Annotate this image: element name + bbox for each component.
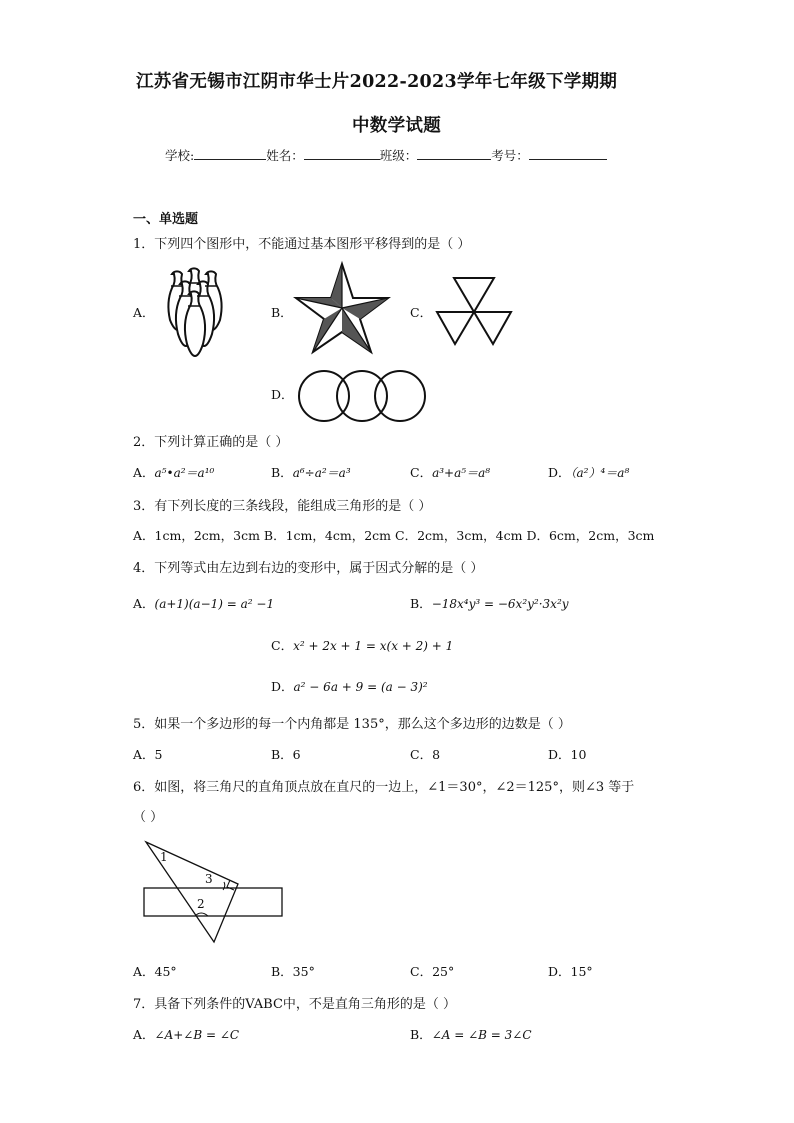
name-label: 姓名： (266, 148, 304, 163)
q7-option-b[interactable] (410, 1025, 532, 1043)
name-field[interactable] (304, 147, 380, 160)
q6-option-b[interactable]: B．35° (271, 964, 315, 979)
q1-option-d-label[interactable]: D． (271, 387, 294, 402)
q2-d-expr: （a²）⁴＝a⁸ (570, 466, 630, 480)
triangles-icon (435, 276, 513, 346)
q7-a-expr: ∠A+∠B = ∠C (154, 1028, 240, 1042)
title-line-1: 江苏省无锡市江阴市华士片2022-2023学年七年级下学期期 (136, 72, 618, 92)
q4-option-a[interactable] (133, 594, 274, 612)
section-title: 一、单选题 (133, 212, 199, 227)
q2-c-label: C． (410, 465, 433, 480)
q4-option-c[interactable] (271, 636, 453, 654)
number-label: 考号： (491, 148, 529, 163)
q4-b-label: B． (410, 596, 432, 611)
q3-options[interactable]: A．1cm，2cm，3cm B．1cm，4cm，2cm C．2cm，3cm，4cm D．6cm，2cm，3cm (133, 528, 655, 543)
q5-option-d[interactable]: D．10 (548, 747, 587, 762)
q4-a-label: A． (133, 596, 155, 611)
q6-option-d[interactable]: D．15° (548, 964, 593, 979)
q4-a-expr: (a+1)(a−1) = a² −1 (154, 597, 275, 611)
school-field[interactable] (194, 147, 266, 160)
q4-c-expr: x² + 2x + 1 = x(x + 2) + 1 (293, 639, 454, 653)
question-7-stem: 7．具备下列条件的VABC中，不是直角三角形的是（ ） (133, 997, 457, 1012)
q2-c-expr: a³+a⁵＝a⁸ (432, 466, 491, 480)
rings-icon (298, 366, 428, 426)
q2-b-label: B． (271, 465, 293, 480)
q7-b-expr: ∠A = ∠B = 3∠C (431, 1028, 532, 1042)
q4-b-expr: −18x⁴y³ = −6x²y²·3x²y (431, 597, 569, 611)
q1-option-c-label[interactable]: C． (410, 305, 433, 320)
student-info-row (165, 146, 607, 164)
q4-c-label: C． (271, 638, 294, 653)
q2-a-expr: a⁵•a²＝a¹⁰ (154, 466, 215, 480)
class-label: 班级： (379, 148, 418, 163)
q1-option-a-label[interactable]: A． (133, 305, 155, 320)
q4-option-b[interactable] (410, 594, 569, 612)
q5-option-b[interactable]: B．6 (271, 747, 301, 762)
q7-b-label: B． (410, 1027, 432, 1042)
q5-option-c[interactable]: C．8 (410, 747, 441, 762)
q4-option-d[interactable] (271, 677, 428, 695)
question-5-stem: 5．如果一个多边形的每一个内角都是 135°，那么这个多边形的边数是（ ） (133, 717, 571, 732)
q6-option-a[interactable]: A．45° (133, 964, 177, 979)
star-icon (294, 262, 390, 354)
q2-option-b[interactable] (271, 463, 351, 481)
figure-label-3: 3 (205, 872, 213, 886)
q2-a-label: A． (133, 465, 155, 480)
q2-d-label: D． (548, 465, 571, 480)
q2-option-a[interactable] (133, 463, 214, 481)
q7-option-a[interactable] (133, 1025, 239, 1043)
figure-label-1: 1 (160, 850, 168, 864)
title-line-2: 中数学试题 (352, 116, 441, 136)
school-label: 学校: (165, 148, 195, 163)
q4-d-expr: a² − 6a + 9 = (a − 3)² (293, 680, 428, 694)
question-6-stem-line-1: 6．如图，将三角尺的直角顶点放在直尺的一边上，∠1＝30°，∠2＝125°，则∠3 等于 (133, 780, 635, 795)
q5-option-a[interactable]: A．5 (133, 747, 163, 762)
q2-option-d[interactable] (548, 463, 629, 481)
figure-label-2: 2 (197, 897, 205, 911)
q4-d-label: D． (271, 679, 294, 694)
question-2-stem: 2．下列计算正确的是（ ） (133, 435, 289, 450)
q1-option-b-label[interactable]: B． (271, 305, 293, 320)
q6-option-c[interactable]: C．25° (410, 964, 455, 979)
class-field[interactable] (417, 147, 491, 160)
q2-option-c[interactable] (410, 463, 490, 481)
question-4-stem: 4．下列等式由左边到右边的变形中，属于因式分解的是（ ） (133, 561, 484, 576)
q7-a-label: A． (133, 1027, 155, 1042)
number-field[interactable] (529, 147, 607, 160)
question-1-stem: 1．下列四个图形中，不能通过基本图形平移得到的是（ ） (133, 237, 471, 252)
question-3-stem: 3．有下列长度的三条线段，能组成三角形的是（ ） (133, 499, 432, 514)
bowling-pins-icon (160, 268, 230, 358)
q2-b-expr: a⁶÷a²＝a³ (292, 466, 351, 480)
question-6-stem-line-2: （ ） (133, 810, 164, 825)
